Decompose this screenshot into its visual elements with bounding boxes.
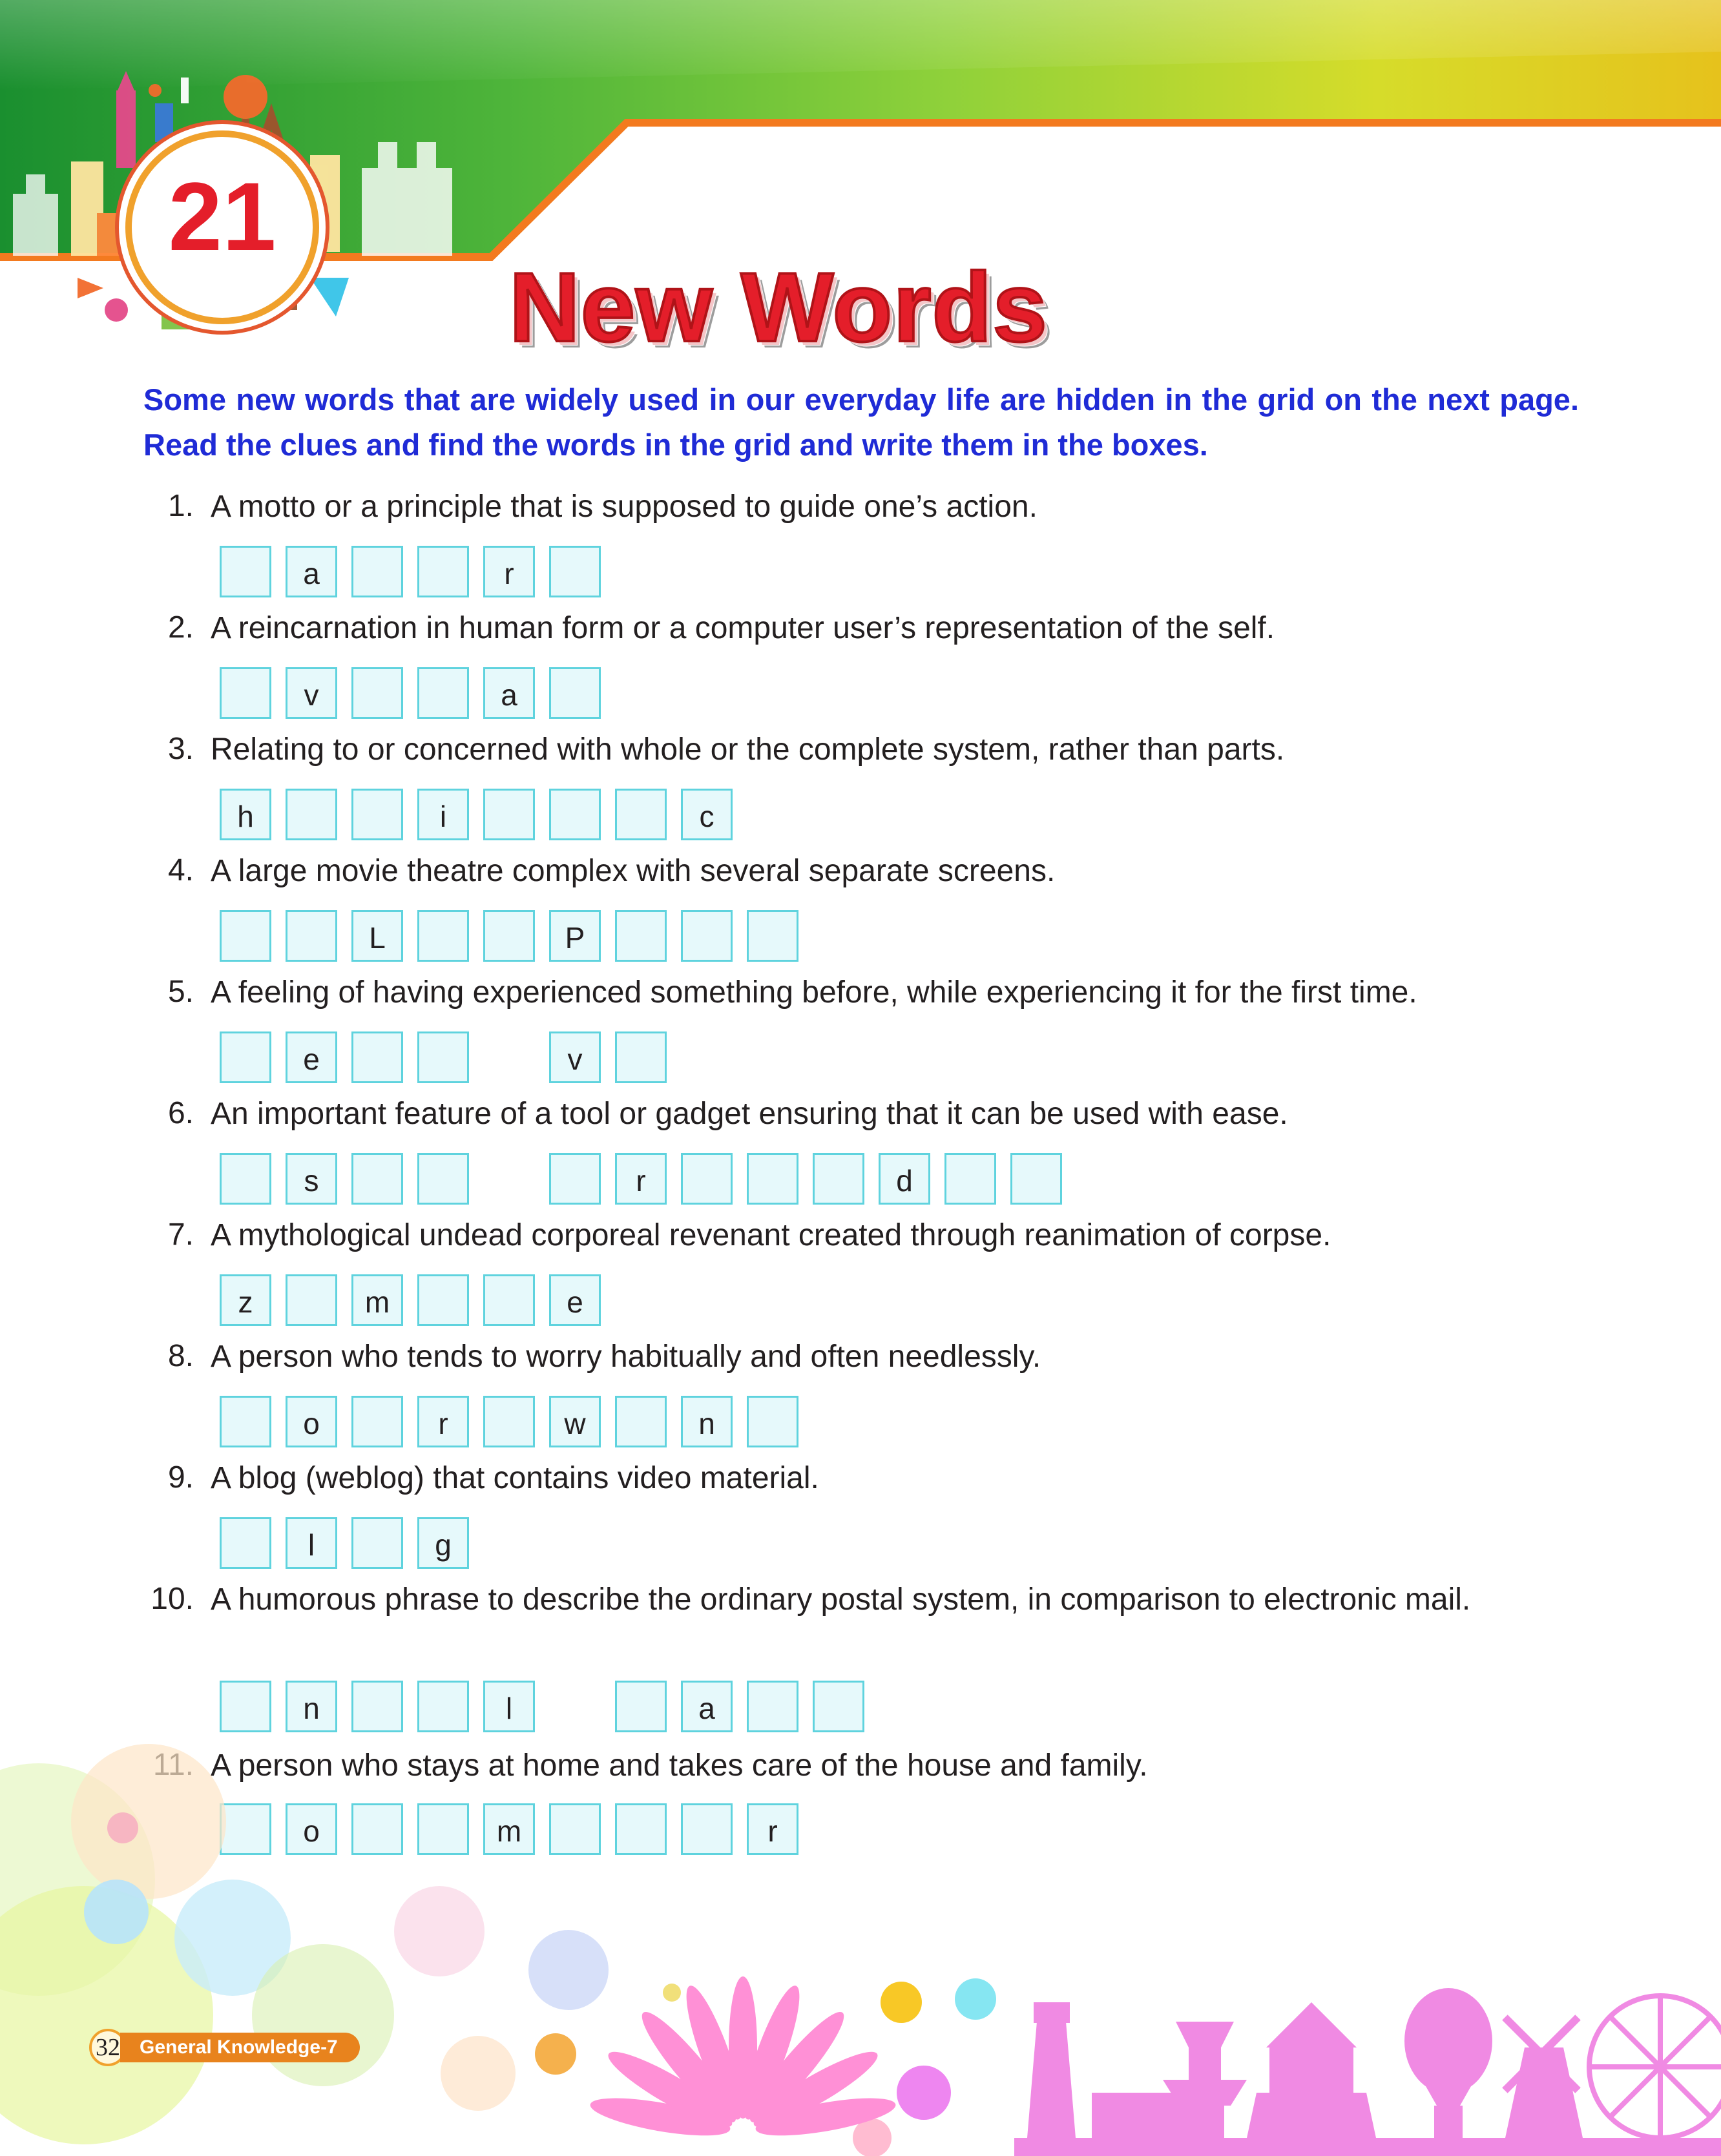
letter-box[interactable]: r [483, 546, 535, 597]
letter-box[interactable] [615, 910, 667, 962]
letter-box[interactable] [944, 1153, 996, 1205]
question-number: 1. [167, 489, 194, 523]
letter-box[interactable]: e [549, 1274, 601, 1326]
letter-box[interactable]: o [286, 1396, 337, 1447]
letter-box[interactable]: L [351, 910, 403, 962]
footer-illustration [0, 1744, 1721, 2156]
letter-box[interactable] [220, 910, 271, 962]
letter-box[interactable] [351, 667, 403, 719]
question-clue: A motto or a principle that is supposed to guide one’s action. [211, 490, 1038, 524]
letter-box[interactable]: a [483, 667, 535, 719]
letter-box[interactable]: l [286, 1517, 337, 1569]
letter-box[interactable]: n [681, 1396, 733, 1447]
letter-box[interactable] [417, 1031, 469, 1083]
letter-box[interactable] [417, 1681, 469, 1732]
letter-box[interactable]: v [549, 1031, 601, 1083]
question-number: 4. [167, 853, 194, 887]
letter-box[interactable] [220, 1517, 271, 1569]
letter-box[interactable]: g [417, 1517, 469, 1569]
question-number: 7. [167, 1218, 194, 1252]
question-clue: An important feature of a tool or gadget ensuring that it can be used with ease. [211, 1097, 1288, 1131]
letter-box[interactable] [615, 1681, 667, 1732]
question-clue: A person who tends to worry habitually and often needlessly. [211, 1340, 1041, 1374]
letter-box[interactable] [417, 546, 469, 597]
question-number: 5. [167, 975, 194, 1009]
book-title: General Knowledge-7 [120, 2033, 360, 2062]
question-clue: A person who stays at home and takes care of the house and family. [211, 1748, 1148, 1783]
question-number: 3. [167, 732, 194, 766]
question-clue: A reincarnation in human form or a computer user’s representation of the self. [211, 611, 1275, 645]
letter-box[interactable]: a [286, 546, 337, 597]
letter-box[interactable] [351, 1153, 403, 1205]
letter-box[interactable]: m [483, 1803, 535, 1855]
letter-box[interactable] [286, 1274, 337, 1326]
letter-box[interactable] [615, 1031, 667, 1083]
letter-box[interactable]: n [286, 1681, 337, 1732]
letter-box[interactable]: o [286, 1803, 337, 1855]
letter-box[interactable] [286, 789, 337, 840]
letter-box[interactable] [747, 910, 798, 962]
letter-box[interactable] [417, 910, 469, 962]
letter-box[interactable] [483, 789, 535, 840]
letter-box[interactable]: c [681, 789, 733, 840]
instructions: Some new words that are widely used in our everyday life are hidden in the grid on the next page. Read the clues and find the words in the grid and write them in the boxes. [143, 382, 1579, 462]
chapter-number-badge [125, 130, 319, 324]
page-title: New Words [509, 253, 1048, 362]
letter-box[interactable] [417, 1274, 469, 1326]
question-clue: A large movie theatre complex with several separate screens. [211, 854, 1056, 888]
letter-box[interactable]: r [417, 1396, 469, 1447]
letter-box[interactable] [351, 1396, 403, 1447]
letter-box[interactable]: d [879, 1153, 930, 1205]
letter-box[interactable] [351, 1517, 403, 1569]
question-clue: A mythological undead corporeal revenant created through reanimation of corpse. [211, 1218, 1331, 1252]
letter-box[interactable] [220, 1031, 271, 1083]
letter-box[interactable] [417, 667, 469, 719]
question-number: 10. [151, 1582, 194, 1616]
letter-box[interactable] [220, 1153, 271, 1205]
letter-box[interactable]: r [747, 1803, 798, 1855]
letter-box[interactable]: P [549, 910, 601, 962]
letter-box[interactable] [813, 1153, 864, 1205]
letter-box[interactable] [813, 1681, 864, 1732]
letter-box[interactable] [351, 1031, 403, 1083]
letter-box[interactable] [681, 1153, 733, 1205]
question-clue: A humorous phrase to describe the ordinary postal system, in comparison to electronic mail. [211, 1582, 1471, 1617]
question-number: 8. [167, 1339, 194, 1373]
page-number: 32 [89, 2029, 127, 2066]
letter-box[interactable]: v [286, 667, 337, 719]
letter-box[interactable] [417, 1153, 469, 1205]
letter-box[interactable] [483, 1274, 535, 1326]
letter-box[interactable] [681, 910, 733, 962]
letter-box[interactable]: w [549, 1396, 601, 1447]
letter-box[interactable] [483, 910, 535, 962]
letter-box[interactable]: l [483, 1681, 535, 1732]
letter-box[interactable] [220, 1396, 271, 1447]
question-clue: Relating to or concerned with whole or the complete system, rather than parts. [211, 732, 1285, 767]
letter-box[interactable]: e [286, 1031, 337, 1083]
letter-box[interactable]: h [220, 789, 271, 840]
letter-box[interactable]: i [417, 789, 469, 840]
letter-box[interactable] [351, 789, 403, 840]
letter-box[interactable] [549, 546, 601, 597]
letter-box[interactable]: z [220, 1274, 271, 1326]
question-clue: A feeling of having experienced something before, while experiencing it for the first time. [211, 975, 1417, 1010]
letter-box[interactable]: m [351, 1274, 403, 1326]
letter-box[interactable]: s [286, 1153, 337, 1205]
letter-box[interactable]: a [681, 1681, 733, 1732]
question-number: 2. [167, 610, 194, 645]
letter-box[interactable]: r [615, 1153, 667, 1205]
letter-box[interactable] [220, 1681, 271, 1732]
letter-box[interactable] [549, 1153, 601, 1205]
letter-box[interactable] [747, 1681, 798, 1732]
chapter-number: 21 [168, 162, 276, 271]
letter-box[interactable] [286, 910, 337, 962]
question-clue: A blog (weblog) that contains video material. [211, 1461, 819, 1495]
letter-box[interactable] [747, 1396, 798, 1447]
letter-box[interactable] [549, 667, 601, 719]
letter-box[interactable] [1010, 1153, 1062, 1205]
letter-box[interactable] [220, 667, 271, 719]
letter-box[interactable] [351, 1681, 403, 1732]
question-number: 9. [167, 1460, 194, 1495]
letter-box[interactable] [615, 1396, 667, 1447]
letter-box[interactable] [220, 546, 271, 597]
letter-box[interactable] [549, 789, 601, 840]
letter-box[interactable] [747, 1153, 798, 1205]
question-number: 6. [167, 1096, 194, 1130]
letter-box[interactable] [351, 546, 403, 597]
letter-box[interactable] [483, 1396, 535, 1447]
letter-box[interactable] [615, 789, 667, 840]
